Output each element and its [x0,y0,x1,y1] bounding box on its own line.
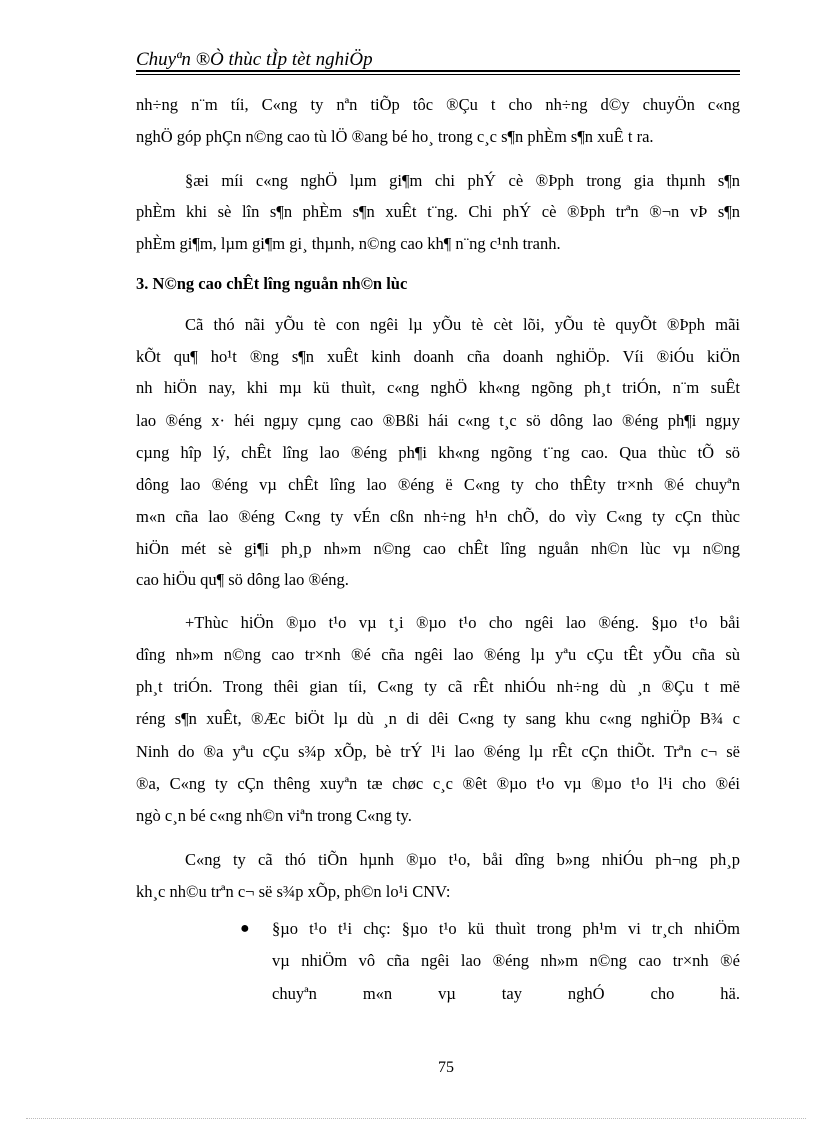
body-line: dông lao ®éng vµ chÊt lîng lao ®éng ë C«ng ty cho thÊty tr×nh ®é chuyªn [136,475,740,494]
body-line: §æi míi c«ng nghÖ lµm gi¶m chi phÝ cè ®Þph trong gia thµnh s¶n [185,171,740,190]
body-line: ph¸t triÓn. Trong thêi gian tíi, C«ng ty cã rÊt nhiÓu nh÷ng dù ¸n ®Çu t më [136,677,740,696]
body-line: Cã thó nãi yÕu tè con ngêi lµ yÕu tè cèt lõi, yÕu tè quyÕt ®Þph mãi [185,315,740,334]
body-line: réng s¶n xuÊt, ®Æc biÖt lµ dù ¸n di dêi C«ng ty sang khu c«ng nghiÖp B¾ c [136,709,740,728]
bullet-line: vµ nhiÖm vô cña ngêi lao ®éng nh»m n©ng cao tr×nh ®é [272,951,740,970]
section-heading: 3. N©ng cao chÊt lîng nguån nh©n lùc [136,274,408,293]
bullet-dot-icon: ● [240,920,250,937]
body-line: cao hiÖu qu¶ sö dông lao ®éng. [136,570,349,589]
body-line: nh÷ng n¨m tíi, C«ng ty nªn tiÕp tôc ®Çu t cho nh÷ng d©y chuyÖn c«ng [136,95,740,114]
page-header-title: Chuyªn ®Ò thùc tÌp tèt nghiÖp [136,49,373,70]
bullet-line: §µo t¹o t¹i chç: §µo t¹o kü thuìt trong ph¹m vi tr¸ch nhiÖm [272,919,740,938]
body-line: phÈm gi¶m, lµm gi¶m gi¸ thµnh, n©ng cao kh¶ n¨ng c¹nh tranh. [136,234,561,253]
page-number: 75 [438,1059,454,1076]
body-line: dîng nh»m n©ng cao tr×nh ®é cña ngêi lao ®éng lµ yªu cÇu tÊt yÕu cña sù [136,645,740,664]
body-line: ngò c¸n bé c«ng nh©n viªn trong C«ng ty. [136,806,412,825]
body-line: +Thùc hiÖn ®µo t¹o vµ t¸i ®µo t¹o cho ngêi lao ®éng. §µo t¹o båi [185,613,740,632]
page-bottom-divider [26,1118,806,1119]
body-line: m«n cña lao ®éng C«ng ty vÉn cßn nh÷ng h¹n chÕ, do vìy C«ng ty cÇn thùc [136,507,740,526]
body-line: hiÖn mét sè gi¶i ph¸p nh»m n©ng cao chÊt lîng nguån nh©n lùc vµ n©ng [136,539,740,558]
bullet-line: chuyªn m«n vµ tay nghÓ cho hä. [272,984,740,1003]
body-line: phÈm khi sè lîn s¶n phÈm s¶n xuÊt t¨ng. Chi phÝ cè ®Þph trªn ®¬n vÞ s¶n [136,202,740,221]
body-line: lao ®éng x· héi ngµy cµng cao ®Bßi hái c«ng t¸c sö dông lao ®éng ph¶i ngµy [136,411,740,430]
body-line: kÕt qu¶ ho¹t ®ng s¶n xuÊt kinh doanh cña doanh nghiÖp. Víi ®iÓu kiÖn [136,347,740,366]
body-line: nh hiÖn nay, khi mµ kü thuìt, c«ng nghÖ kh«ng ngõng ph¸t triÓn, n¨m suÊt [136,378,740,397]
body-line: kh¸c nh©u trªn c¬ së s¾p xÕp, ph©n lo¹i CNV: [136,882,451,901]
header-rule-thick [136,70,740,72]
body-line: ®a, C«ng ty cÇn thêng xuyªn tæ chøc c¸c ®êt ®µo t¹o vµ ®µo t¹o l¹i cho ®éi [136,774,740,793]
body-line: nghÖ góp phÇn n©ng cao tù lÖ ®ang bé ho¸ trong c¸c s¶n phÈm s¶n xuÊ t ra. [136,127,654,146]
header-rule-thin [136,74,740,75]
body-line: Ninh do ®a yªu cÇu s¾p xÕp, bè trÝ l¹i lao ®éng lµ rÊt cÇn thiÕt. Trªn c¬ së [136,742,740,761]
body-line: C«ng ty cã thó tiÕn hµnh ®µo t¹o, båi dîng b»ng nhiÓu ph¬ng ph¸p [185,850,740,869]
body-line: cµng hîp lý, chÊt lîng lao ®éng ph¶i kh«ng ngõng t¨ng cao. Qua thùc tÕ sö [136,443,740,462]
